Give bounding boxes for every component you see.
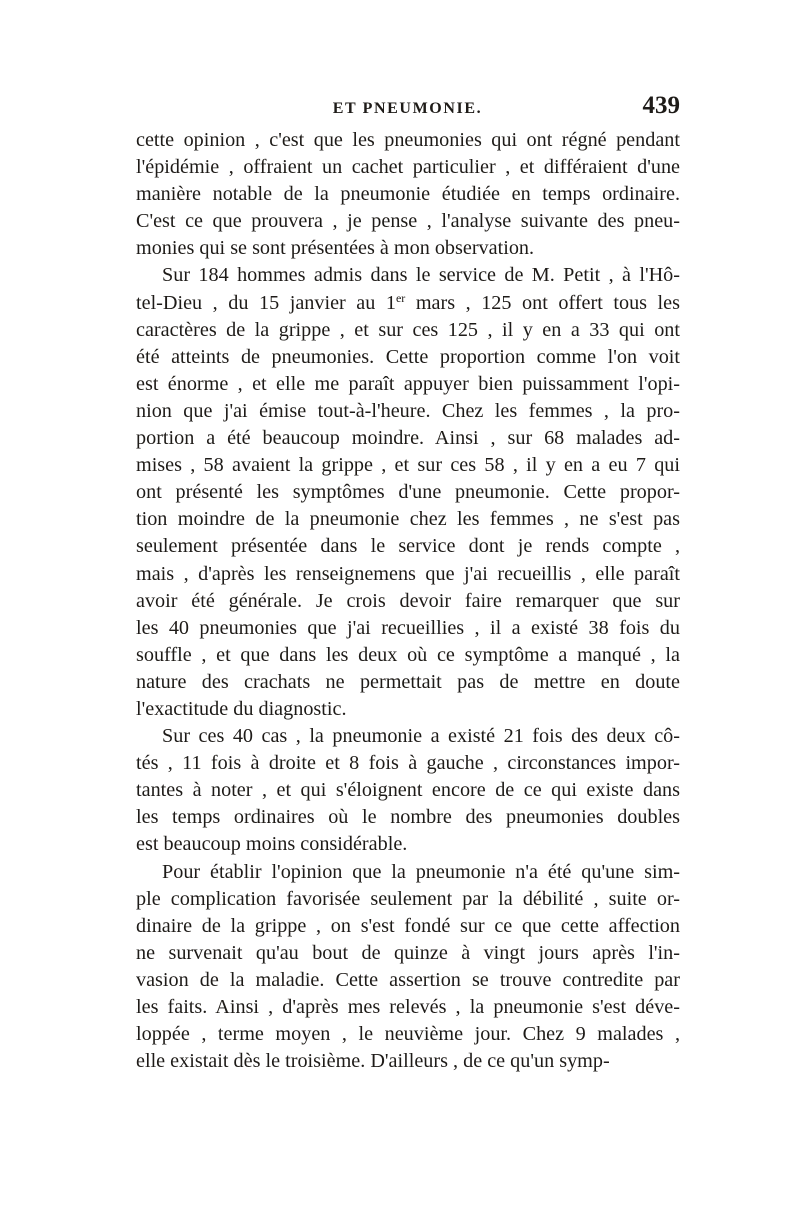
text-line: mises , 58 avaient la grippe , et sur ces 58 , il y en a eu 7 qui — [136, 454, 680, 477]
text-line: vasion de la maladie. Cette assertion se trouve contredite par — [136, 968, 680, 991]
text-line: C'est ce que prouvera , je pense , l'analyse suivante des pneu- — [136, 210, 680, 233]
page-number: 439 — [642, 92, 680, 119]
text-line: avoir été générale. Je crois devoir faire remarquer que sur — [136, 589, 680, 612]
paragraph — [136, 262, 680, 723]
paragraph — [136, 127, 680, 262]
text-line: tés , 11 fois à droite et 8 fois à gauche , circonstances impor- — [136, 752, 680, 775]
text-line: seulement présentée dans le service dont je rends compte , — [136, 535, 680, 558]
text-line: Sur ces 40 cas , la pneumonie a existé 21 fois des deux cô- — [162, 725, 680, 748]
text-line: portion a été beaucoup moindre. Ainsi , sur 68 malades ad- — [136, 427, 680, 450]
paragraph — [136, 859, 680, 1076]
text-line: ne survenait qu'au bout de quinze à vingt jours après l'in- — [136, 941, 680, 964]
text-line: cette opinion , c'est que les pneumonies qui ont régné pendant — [136, 129, 680, 151]
text-line: Pour établir l'opinion que la pneumonie n'a été qu'une sim- — [162, 860, 680, 883]
text-line: l'épidémie , offraient un cachet particulier , et différaient d'une — [136, 156, 680, 179]
text-line: ont présenté les symptômes d'une pneumonie. Cette propor- — [136, 481, 680, 504]
text-line: souffle , et que dans les deux où ce symptôme a manqué , la — [136, 643, 680, 666]
paragraph — [136, 723, 680, 858]
text-line: tantes à noter , et qui s'éloignent encore de ce qui existe dans — [136, 779, 680, 802]
text-line: manière notable de la pneumonie étudiée en temps ordinaire. — [136, 183, 680, 206]
text-line: est énorme , et elle me paraît appuyer bien puissamment l'opi- — [136, 372, 680, 395]
text-line: les 40 pneumonies que j'ai recueillies , il a existé 38 fois du — [136, 616, 680, 639]
body-text — [136, 127, 680, 1075]
text-line: mais , d'après les renseignemens que j'ai recueillis , elle paraît — [136, 562, 680, 585]
text-line: Sur 184 hommes admis dans le service de M. Petit , à l'Hô- — [162, 264, 680, 287]
text-line: loppée , terme moyen , le neuvième jour. Chez 9 malades , — [136, 1023, 680, 1046]
text-line: caractères de la grippe , et sur ces 125 , il y en a 33 qui ont — [136, 318, 680, 341]
running-head — [135, 92, 680, 128]
text-line: été atteints de pneumonies. Cette proportion comme l'on voit — [136, 345, 680, 368]
text-line: nature des crachats ne permettait pas de mettre en doute — [136, 670, 680, 693]
text-line: nion que j'ai émise tout-à-l'heure. Chez les femmes , la pro- — [136, 399, 680, 422]
text-line: ple complication favorisée seulement par la débilité , suite or- — [136, 887, 680, 910]
text-line: tel-Dieu , du 15 janvier au 1er mars , 125 ont offert tous les — [136, 290, 680, 314]
text-line: dinaire de la grippe , on s'est fondé sur ce que cette affection — [136, 914, 680, 937]
text-line: elle existait dès le troisième. D'ailleurs , de ce qu'un symp- — [136, 1050, 610, 1073]
text-line: tion moindre de la pneumonie chez les femmes , ne s'est pas — [136, 508, 680, 531]
text-line: les temps ordinaires où le nombre des pneumonies doubles — [136, 806, 680, 829]
text-line: monies qui se sont présentées à mon observation. — [136, 237, 535, 260]
text-line: est beaucoup moins considérable. — [136, 833, 408, 856]
text-line: les faits. Ainsi , d'après mes relevés , la pneumonie s'est déve- — [136, 996, 680, 1018]
text-line: l'exactitude du diagnostic. — [136, 697, 347, 720]
running-title: ET PNEUMONIE. — [332, 100, 483, 117]
